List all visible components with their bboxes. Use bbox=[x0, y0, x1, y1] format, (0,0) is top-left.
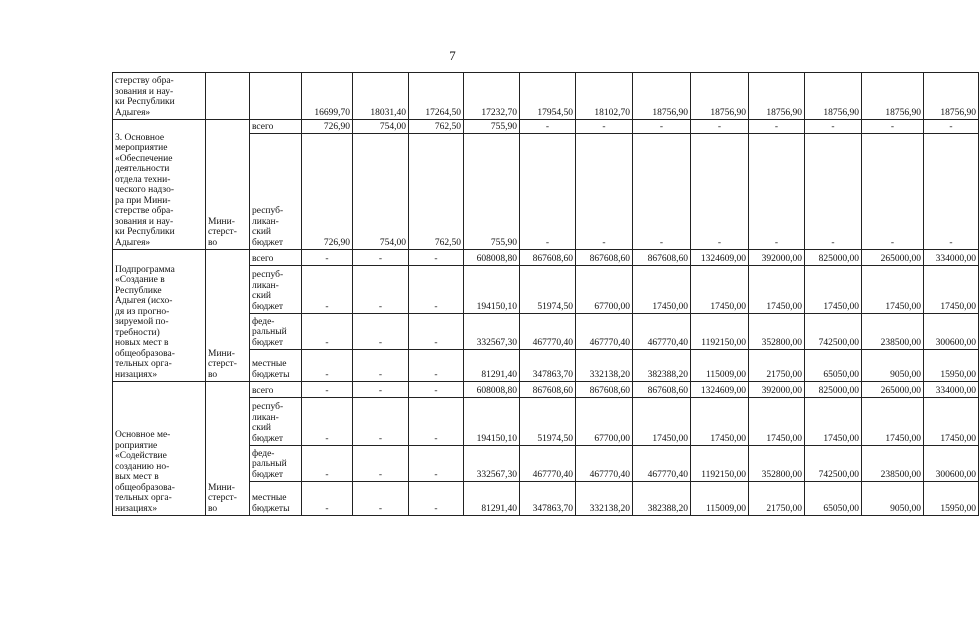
value-cell: 347863,70 bbox=[520, 350, 576, 382]
funding-source-cell: феде- ральный бюджет bbox=[250, 446, 302, 482]
table-row bbox=[113, 120, 979, 134]
value-cell: 17450,00 bbox=[691, 398, 749, 446]
funding-source-cell bbox=[250, 73, 302, 120]
value-cell: 754,00 bbox=[353, 134, 409, 250]
value-cell: - bbox=[691, 134, 749, 250]
value-cell: 352800,00 bbox=[749, 314, 805, 350]
value-cell: 467770,40 bbox=[520, 446, 576, 482]
value-cell: - bbox=[409, 482, 464, 516]
value-cell: 18102,70 bbox=[576, 73, 633, 120]
value-cell: 51974,50 bbox=[520, 398, 576, 446]
value-cell: - bbox=[520, 120, 576, 134]
value-cell: 265000,00 bbox=[862, 250, 924, 266]
value-cell: 17450,00 bbox=[862, 398, 924, 446]
value-cell: 18756,90 bbox=[749, 73, 805, 120]
value-cell: - bbox=[409, 398, 464, 446]
value-cell: 17450,00 bbox=[749, 398, 805, 446]
value-cell: 15950,00 bbox=[924, 350, 979, 382]
value-cell: 17232,70 bbox=[464, 73, 520, 120]
value-cell: 352800,00 bbox=[749, 446, 805, 482]
funding-source-cell: респуб- ликан- ский бюджет bbox=[250, 266, 302, 314]
value-cell: 18031,40 bbox=[353, 73, 409, 120]
value-cell: 17450,00 bbox=[691, 266, 749, 314]
value-cell: 65050,00 bbox=[805, 482, 862, 516]
value-cell: - bbox=[302, 314, 353, 350]
funding-source-cell: респуб- ликан- ский бюджет bbox=[250, 398, 302, 446]
value-cell: - bbox=[805, 134, 862, 250]
value-cell: - bbox=[409, 250, 464, 266]
value-cell: 867608,60 bbox=[633, 250, 691, 266]
value-cell: 762,50 bbox=[409, 134, 464, 250]
value-cell: 9050,00 bbox=[862, 482, 924, 516]
value-cell: - bbox=[633, 134, 691, 250]
value-cell: - bbox=[353, 482, 409, 516]
value-cell: - bbox=[409, 266, 464, 314]
value-cell: 300600,00 bbox=[924, 314, 979, 350]
value-cell: 115009,00 bbox=[691, 350, 749, 382]
value-cell: 825000,00 bbox=[805, 250, 862, 266]
value-cell: 17450,00 bbox=[805, 398, 862, 446]
value-cell: 81291,40 bbox=[464, 350, 520, 382]
value-cell: - bbox=[353, 382, 409, 398]
value-cell: 867608,60 bbox=[576, 250, 633, 266]
executor-cell: Мини- стерст- во bbox=[206, 120, 250, 250]
value-cell: - bbox=[353, 350, 409, 382]
value-cell: 867608,60 bbox=[576, 382, 633, 398]
value-cell: - bbox=[691, 120, 749, 134]
value-cell: 726,90 bbox=[302, 120, 353, 134]
value-cell: 467770,40 bbox=[576, 314, 633, 350]
value-cell: 17450,00 bbox=[924, 398, 979, 446]
table-row bbox=[113, 73, 979, 120]
value-cell: - bbox=[353, 314, 409, 350]
value-cell: 17450,00 bbox=[633, 266, 691, 314]
value-cell: 332567,30 bbox=[464, 446, 520, 482]
value-cell: 347863,70 bbox=[520, 482, 576, 516]
budget-table bbox=[112, 72, 979, 516]
value-cell: 21750,00 bbox=[749, 482, 805, 516]
value-cell: 115009,00 bbox=[691, 482, 749, 516]
value-cell: - bbox=[862, 120, 924, 134]
value-cell: 332567,30 bbox=[464, 314, 520, 350]
value-cell: - bbox=[353, 398, 409, 446]
value-cell: 265000,00 bbox=[862, 382, 924, 398]
measure-name-cell: стерству обра- зования и нау- ки Республики Адыгея» bbox=[113, 73, 206, 120]
value-cell: 65050,00 bbox=[805, 350, 862, 382]
value-cell: - bbox=[409, 314, 464, 350]
value-cell: - bbox=[633, 120, 691, 134]
value-cell: - bbox=[409, 446, 464, 482]
funding-source-cell: местные бюджеты bbox=[250, 482, 302, 516]
value-cell: 1192150,00 bbox=[691, 446, 749, 482]
value-cell: - bbox=[749, 134, 805, 250]
value-cell: 726,90 bbox=[302, 134, 353, 250]
value-cell: - bbox=[576, 120, 633, 134]
value-cell: 194150,10 bbox=[464, 266, 520, 314]
value-cell: 755,90 bbox=[464, 134, 520, 250]
value-cell: 382388,20 bbox=[633, 350, 691, 382]
value-cell: 17450,00 bbox=[862, 266, 924, 314]
funding-source-cell: всего bbox=[250, 382, 302, 398]
funding-source-cell: всего bbox=[250, 120, 302, 134]
value-cell: 867608,60 bbox=[520, 382, 576, 398]
value-cell: 17264,50 bbox=[409, 73, 464, 120]
value-cell: 334000,00 bbox=[924, 250, 979, 266]
value-cell: - bbox=[302, 482, 353, 516]
value-cell: 742500,00 bbox=[805, 446, 862, 482]
value-cell: 67700,00 bbox=[576, 266, 633, 314]
value-cell: - bbox=[409, 350, 464, 382]
value-cell: 392000,00 bbox=[749, 382, 805, 398]
value-cell: 81291,40 bbox=[464, 482, 520, 516]
value-cell: 17954,50 bbox=[520, 73, 576, 120]
value-cell: - bbox=[862, 134, 924, 250]
value-cell: 1192150,00 bbox=[691, 314, 749, 350]
value-cell: - bbox=[302, 398, 353, 446]
value-cell: 467770,40 bbox=[633, 314, 691, 350]
value-cell: - bbox=[749, 120, 805, 134]
value-cell: 867608,60 bbox=[520, 250, 576, 266]
value-cell: 755,90 bbox=[464, 120, 520, 134]
value-cell: 1324609,00 bbox=[691, 250, 749, 266]
value-cell: 17450,00 bbox=[633, 398, 691, 446]
value-cell: 67700,00 bbox=[576, 398, 633, 446]
value-cell: 238500,00 bbox=[862, 314, 924, 350]
value-cell: 300600,00 bbox=[924, 446, 979, 482]
value-cell: 467770,40 bbox=[633, 446, 691, 482]
value-cell: 1324609,00 bbox=[691, 382, 749, 398]
value-cell: 332138,20 bbox=[576, 350, 633, 382]
value-cell: - bbox=[302, 446, 353, 482]
value-cell: 194150,10 bbox=[464, 398, 520, 446]
value-cell: 9050,00 bbox=[862, 350, 924, 382]
table-row bbox=[113, 250, 979, 266]
executor-cell: Мини- стерст- во bbox=[206, 382, 250, 516]
value-cell: 17450,00 bbox=[805, 266, 862, 314]
value-cell: - bbox=[302, 250, 353, 266]
value-cell: 392000,00 bbox=[749, 250, 805, 266]
value-cell: - bbox=[302, 266, 353, 314]
value-cell: 742500,00 bbox=[805, 314, 862, 350]
value-cell: 608008,80 bbox=[464, 250, 520, 266]
value-cell: 332138,20 bbox=[576, 482, 633, 516]
measure-name-cell: 3. Основное мероприятие «Обеспечение деятельности отдела техни- ческого надзо- ра при Мини- стерстве обра- зования и нау- ки Республики Адыгея» bbox=[113, 120, 206, 250]
value-cell: 825000,00 bbox=[805, 382, 862, 398]
value-cell: - bbox=[924, 134, 979, 250]
value-cell: 467770,40 bbox=[520, 314, 576, 350]
executor-cell: Мини- стерст- во bbox=[206, 250, 250, 382]
value-cell: 608008,80 bbox=[464, 382, 520, 398]
value-cell: 18756,90 bbox=[924, 73, 979, 120]
value-cell: - bbox=[353, 266, 409, 314]
value-cell: - bbox=[576, 134, 633, 250]
measure-name-cell: Подпрограмма «Создание в Республике Адыгея (исхо- дя из прогно- зируемой по- требности) новых мест в общеобразова- тельных орга- низациях» bbox=[113, 250, 206, 382]
table-body bbox=[113, 73, 979, 516]
funding-source-cell: феде- ральный бюджет bbox=[250, 314, 302, 350]
value-cell: 15950,00 bbox=[924, 482, 979, 516]
value-cell: - bbox=[805, 120, 862, 134]
page-number: 7 bbox=[449, 48, 456, 63]
value-cell: - bbox=[302, 350, 353, 382]
value-cell: 867608,60 bbox=[633, 382, 691, 398]
value-cell: 18756,90 bbox=[691, 73, 749, 120]
value-cell: 18756,90 bbox=[862, 73, 924, 120]
value-cell: 17450,00 bbox=[749, 266, 805, 314]
value-cell: 51974,50 bbox=[520, 266, 576, 314]
funding-source-cell: местные бюджеты bbox=[250, 350, 302, 382]
value-cell: - bbox=[353, 446, 409, 482]
value-cell: - bbox=[520, 134, 576, 250]
measure-name-cell: Основное ме- роприятие «Содействие созданию но- вых мест в общеобразова- тельных орга- низациях» bbox=[113, 382, 206, 516]
value-cell: 17450,00 bbox=[924, 266, 979, 314]
funding-source-cell: респуб- ликан- ский бюджет bbox=[250, 134, 302, 250]
value-cell: 238500,00 bbox=[862, 446, 924, 482]
table-row bbox=[113, 382, 979, 398]
value-cell: 762,50 bbox=[409, 120, 464, 134]
value-cell: - bbox=[353, 250, 409, 266]
value-cell: 16699,70 bbox=[302, 73, 353, 120]
executor-cell bbox=[206, 73, 250, 120]
value-cell: 21750,00 bbox=[749, 350, 805, 382]
value-cell: 18756,90 bbox=[805, 73, 862, 120]
value-cell: - bbox=[409, 382, 464, 398]
value-cell: 18756,90 bbox=[633, 73, 691, 120]
value-cell: 334000,00 bbox=[924, 382, 979, 398]
value-cell: 382388,20 bbox=[633, 482, 691, 516]
value-cell: 467770,40 bbox=[576, 446, 633, 482]
funding-source-cell: всего bbox=[250, 250, 302, 266]
value-cell: - bbox=[302, 382, 353, 398]
value-cell: 754,00 bbox=[353, 120, 409, 134]
value-cell: - bbox=[924, 120, 979, 134]
